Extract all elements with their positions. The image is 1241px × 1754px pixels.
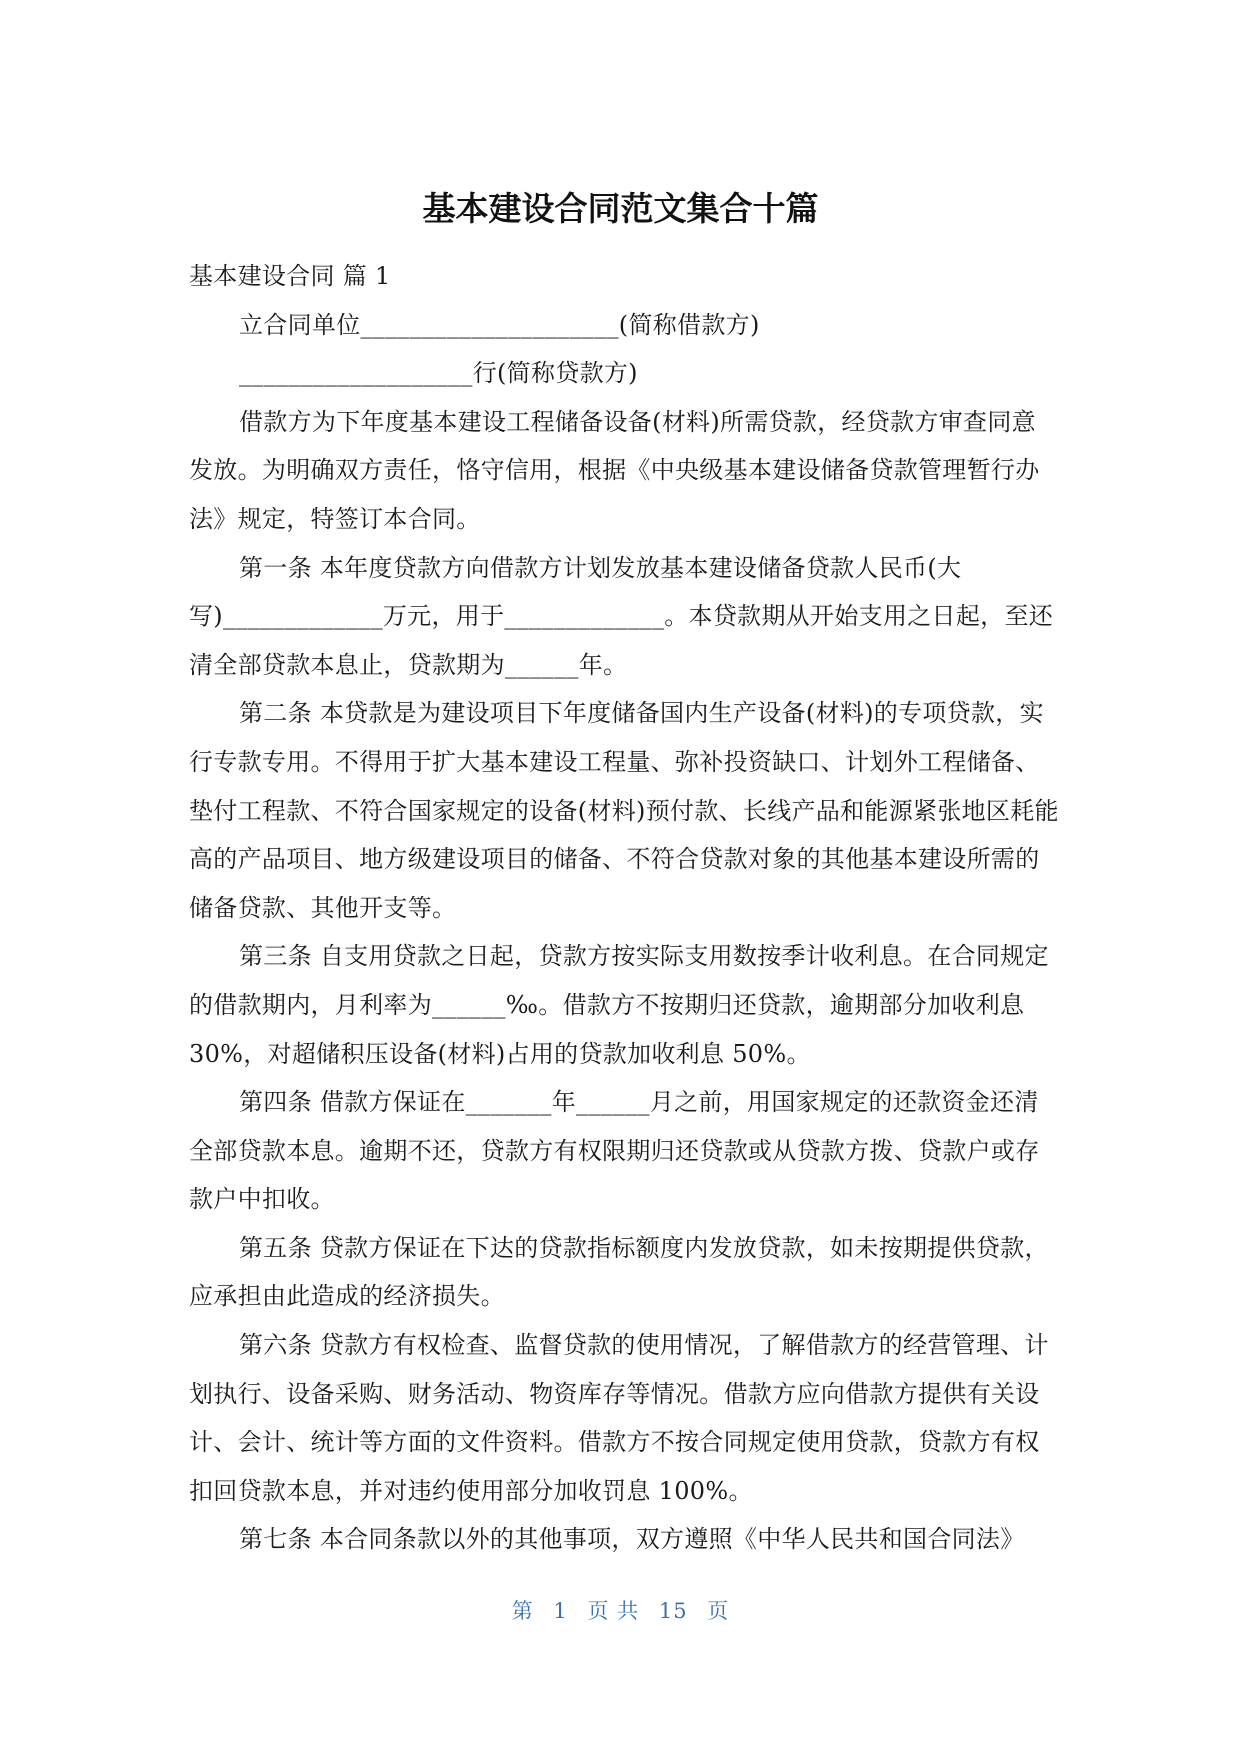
page-footer	[0, 1596, 1241, 1626]
paragraph: 第四条 借款方保证在_______年______月之前，用国家规定的还款资金还清全部贷款本息。逾期不还，贷款方有权限期归还贷款或从贷款方拨、贷款户或存款户中扣收。	[189, 1088, 1040, 1214]
paragraph: 第五条 贷款方保证在下达的贷款指标额度内发放贷款，如未按期提供贷款，应承担由此造成的经济损失。	[189, 1233, 1049, 1311]
document-body	[189, 252, 1059, 1564]
section-heading: 基本建设合同 篇 1	[189, 262, 391, 290]
paragraph: 借款方为下年度基本建设工程储备设备(材料)所需贷款，经贷款方审查同意发放。为明确双方责任，恪守信用，根据《中央级基本建设储备贷款管理暂行办法》规定，特签订本合同。	[189, 407, 1040, 533]
paragraph: 第二条 本贷款是为建设项目下年度储备国内生产设备(材料)的专项贷款，实行专款专用。不得用于扩大基本建设工程量、弥补投资缺口、计划外工程储备、垫付工程款、不符合国家规定的设备(材料)预付款、长线产品和能源紧张地区耗能高的产品项目、地方级建设项目的储备、不符合贷款对象的其他基本建设所需的储备贷款、其他开支等。	[189, 699, 1059, 922]
footer-current-page: 1	[553, 1599, 568, 1623]
footer-total-pages: 15	[658, 1599, 688, 1623]
document-title: 基本建设合同范文集合十篇	[422, 189, 819, 228]
footer-of-label: 页 共	[587, 1599, 640, 1623]
paragraph: 第三条 自支用贷款之日起，贷款方按实际支用数按季计收利息。在合同规定的借款期内，月利率为______‰。借款方不按期归还贷款，逾期部分加收利息 30%，对超储积压设备(材料)占用的贷款加收利息 50%。	[189, 942, 1049, 1068]
paragraph: 立合同单位_____________________(简称借款方)	[239, 310, 760, 339]
paragraph: 第七条 本合同条款以外的其他事项，双方遵照《中华人民共和国合同法》	[239, 1525, 1025, 1554]
paragraph: 第六条 贷款方有权检查、监督贷款的使用情况，了解借款方的经营管理、计划执行、设备采购、财务活动、物资库存等情况。借款方应向借款方提供有关设计、会计、统计等方面的文件资料。借款方不按合同规定使用贷款，贷款方有权扣回贷款本息，并对违约使用部分加收罚息 100%。	[189, 1331, 1049, 1505]
paragraph: 第一条 本年度贷款方向借款方计划发放基本建设储备贷款人民币(大写)_____________万元，用于_____________。本贷款期从开始支用之日起，至还清全部贷款本息止，贷款期为______年。	[189, 553, 1054, 679]
footer-page-label: 第	[511, 1599, 534, 1623]
footer-end-label: 页	[707, 1599, 730, 1623]
paragraph: ___________________行(简称贷款方)	[239, 359, 638, 388]
